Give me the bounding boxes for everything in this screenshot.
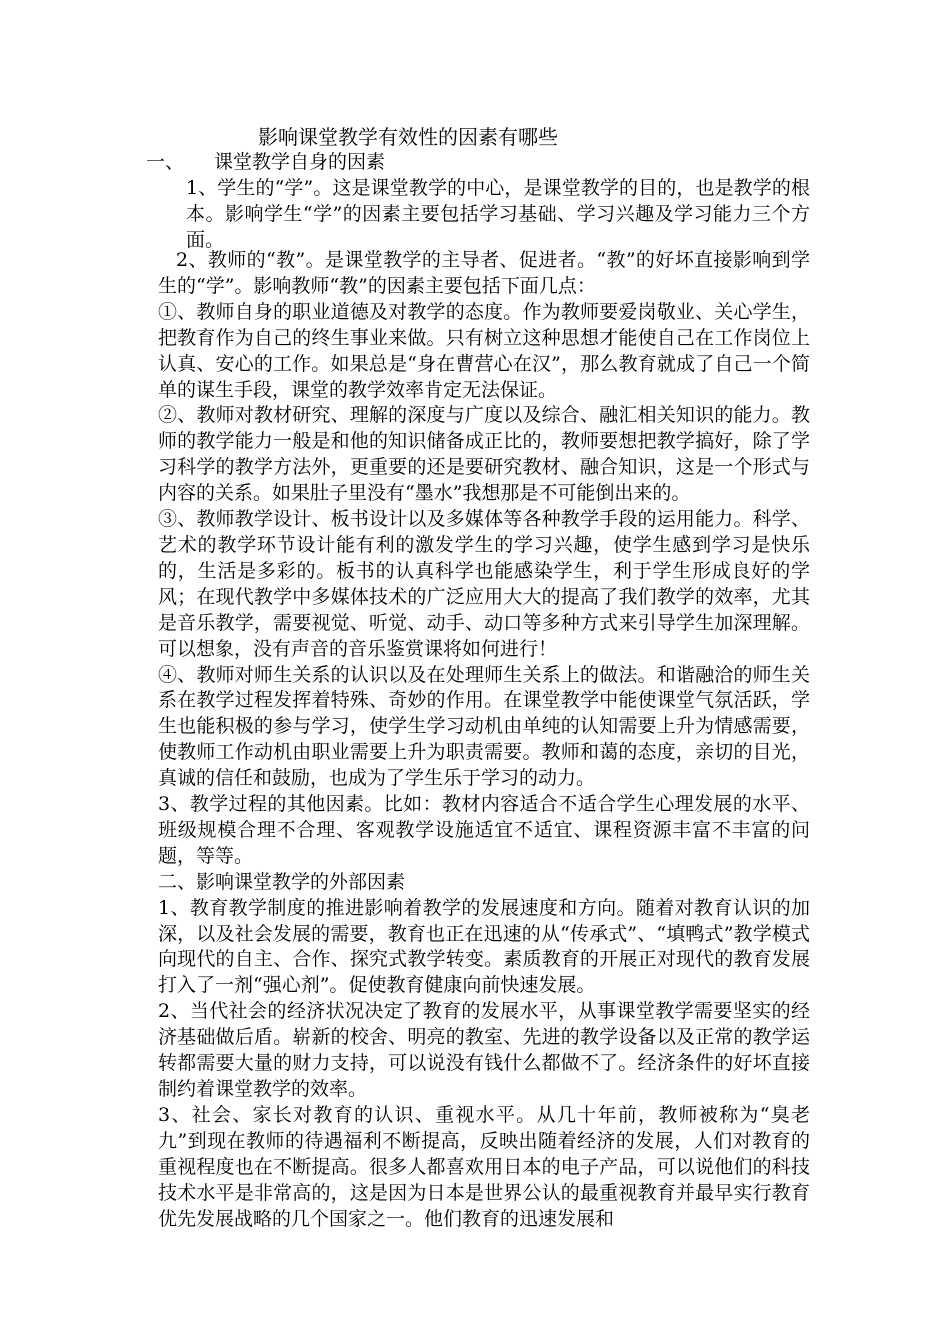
section-heading (146, 149, 385, 175)
section-heading-2: 二、影响课堂教学的外部因素 (158, 870, 406, 893)
paragraph: ④、教师对师生关系的认识以及在处理师生关系上的做法。和谐融洽的师生关系在教学过程发挥着特殊、奇妙的作用。在课堂教学中能使课堂气氛活跃，学生也能积极的参与学习，使学生学习动机由单纯的认知需要上升为情感需要，使教师工作动机由职业需要上升为职责需要。教师和蔼的态度，亲切的目光，真诚的信任和鼓励，也成为了学生乐于学习的动力。 (158, 663, 810, 790)
paragraph: 2、当代社会的经济状况决定了教育的发展水平，从事课堂教学需要坚实的经济基础做后盾。崭新的校舍、明亮的教室、先进的教学设备以及正常的教学运转都需要大量的财力支持，可以说没有钱什么都做不了。经济条件的好坏直接制约着课堂教学的效率。 (158, 1000, 810, 1100)
paragraph: ①、教师自身的职业道德及对教学的态度。作为教师要爱岗敬业、关心学生，把教育作为自己的终生事业来做。只有树立这种思想才能使自己在工作岗位上认真、安心的工作。如果总是“身在曹营心在汉”，那么教育就成了自己一个简单的谋生手段，课堂的教学效率肯定无法保证。 (158, 300, 810, 401)
paragraph: ③、教师教学设计、板书设计以及多媒体等各种教学手段的运用能力。科学、艺术的教学环节设计能有利的激发学生的学习兴趣，使学生感到学习是快乐的，生活是多彩的。板书的认真科学也能感染学生，利于学生形成良好的学风；在现代教学中多媒体技术的广泛应用大大的提高了我们教学的效率，尤其是音乐教学，需要视觉、听觉、动手、动口等多种方式来引导学生加深理解。可以想象，没有声音的音乐鉴赏课将如何进行！ (158, 508, 810, 660)
document-body (158, 248, 810, 1232)
section-number: 一、 (146, 151, 185, 173)
paragraph: 1、教育教学制度的推进影响着教学的发展速度和方向。随着对教育认识的加深，以及社会发展的需要，教育也正在迅速的从“传承式”、“填鸭式”教学模式向现代的自主、合作、探究式教学转变。素质教育的开展正对现代的教育发展打入了一剂“强心剂”。促使教育健康向前快速发展。 (158, 896, 810, 997)
paragraph: 2、教师的“教”。是课堂教学的主导者、促进者。“教”的好坏直接影响到学生的“学”。影响教师“教”的因素主要包括下面几点： (158, 249, 810, 297)
document-title: 影响课堂教学有效性的因素有哪些 (258, 125, 558, 149)
section-heading-text: 课堂教学自身的因素 (214, 151, 386, 173)
paragraph-student-learning: 1、学生的“学”。这是课堂教学的中心，是课堂教学的目的，也是教学的根本。影响学生“学”的因素主要包括学习基础、学习兴趣及学习能力三个方面。 (186, 177, 810, 251)
paragraph: 3、教学过程的其他因素。比如：教材内容适合不适合学生心理发展的水平、班级规模合理不合理、客观教学设施适宜不适宜、课程资源丰富不丰富的问题，等等。 (158, 793, 810, 867)
paragraph: 3、社会、家长对教育的认识、重视水平。从几十年前，教师被称为“臭老九”到现在教师的待遇福利不断提高，反映出随着经济的发展，人们对教育的重视程度也在不断提高。很多人都喜欢用日本的电子产品，可以说他们的科技技术水平是非常高的，这是因为日本是世界公认的最重视教育并最早实行教育优先发展战略的几个国家之一。他们教育的迅速发展和 (158, 1103, 810, 1230)
paragraph: ②、教师对教材研究、理解的深度与广度以及综合、融汇相关知识的能力。教师的教学能力一般是和他的知识储备成正比的，教师要想把教学搞好，除了学习科学的教学方法外，更重要的还是要研究教材、融合知识，这是一个形式与内容的关系。如果肚子里没有“墨水”我想那是不可能倒出来的。 (158, 404, 810, 505)
